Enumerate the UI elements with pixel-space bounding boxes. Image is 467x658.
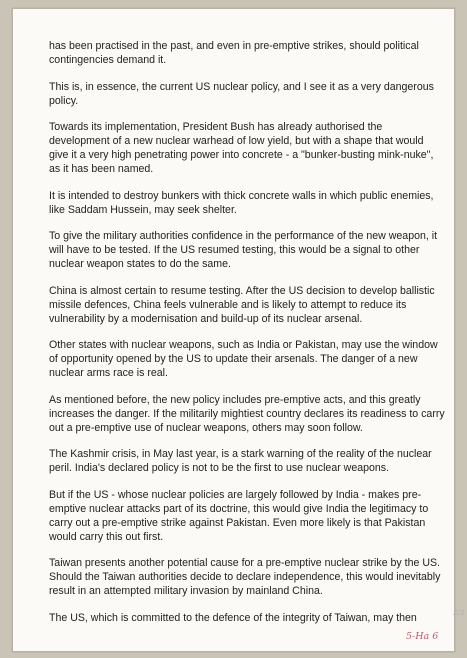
paragraph-1: has been practised in the past, and even in pre-emptive strikes, should political contingencies demand it. — [49, 40, 419, 66]
document-body — [49, 39, 445, 637]
document-page — [12, 8, 465, 652]
paragraph-8: As mentioned before, the new policy includes pre-emptive acts, and this greatly increases the danger. If the militarily mightiest country declares its readiness to carry out a pre-emptive use of nuclear weapons, others may soon follow. — [49, 393, 445, 434]
paragraph-2: This is, in essence, the current US nuclear policy, and I see it as a very dangerous policy. — [49, 80, 434, 107]
paragraph-5: To give the military authorities confidence in the performance of the new weapon, it will have to be tested. If the US resumed testing, this would be a signal to other nuclear weapon states to do the same. — [49, 230, 438, 270]
paragraph-4: It is intended to destroy bunkers with thick concrete walls in which public enemies, like Saddam Hussein, may seek shelter. — [49, 189, 434, 216]
paragraph-9: The Kashmir crisis, in May last year, is a stark warning of the reality of the nuclear peril. India's declared policy is not to be the first to use nuclear weapons. — [49, 448, 432, 474]
paragraph-11: Taiwan presents another potential cause for a pre-emptive nuclear strike by the US. Should the Taiwan authorities decide to declare independence, this would inevitably result in an attempted military invasion by mainland China. — [49, 557, 441, 597]
handwritten-page-mark: 5-Ha 6 — [406, 631, 439, 642]
corner-mark: 2/3 — [453, 609, 465, 617]
paragraph-12: The US, which is committed to the defence of the integrity of Taiwan, may then — [49, 611, 417, 624]
paragraph-3: Towards its implementation, President Bush has already authorised the development of a new nuclear warhead of low yield, but with a shape that would give it a very high penetrating power into concrete - a "bunker-busting mink-nuke", as it has been named. — [49, 121, 434, 175]
paragraph-6: China is almost certain to resume testing. After the US decision to develop ballistic missile defences, China feels vulnerable and is likely to attempt to reduce its vulnerability by a modernisation and build-up of its nuclear arsenal. — [49, 284, 435, 325]
paragraph-7: Other states with nuclear weapons, such as India or Pakistan, may use the window of opportunity opened by the US to update their arsenals. The danger of a new nuclear arms race is real. — [49, 339, 438, 379]
paragraph-10: But if the US - whose nuclear policies are largely followed by India - makes pre-emptive nuclear attacks part of its doctrine, this would give India the legitimacy to carry out a pre-emptive strike against Pakistan. Even more likely is that Pakistan would carry this out first. — [49, 488, 429, 543]
